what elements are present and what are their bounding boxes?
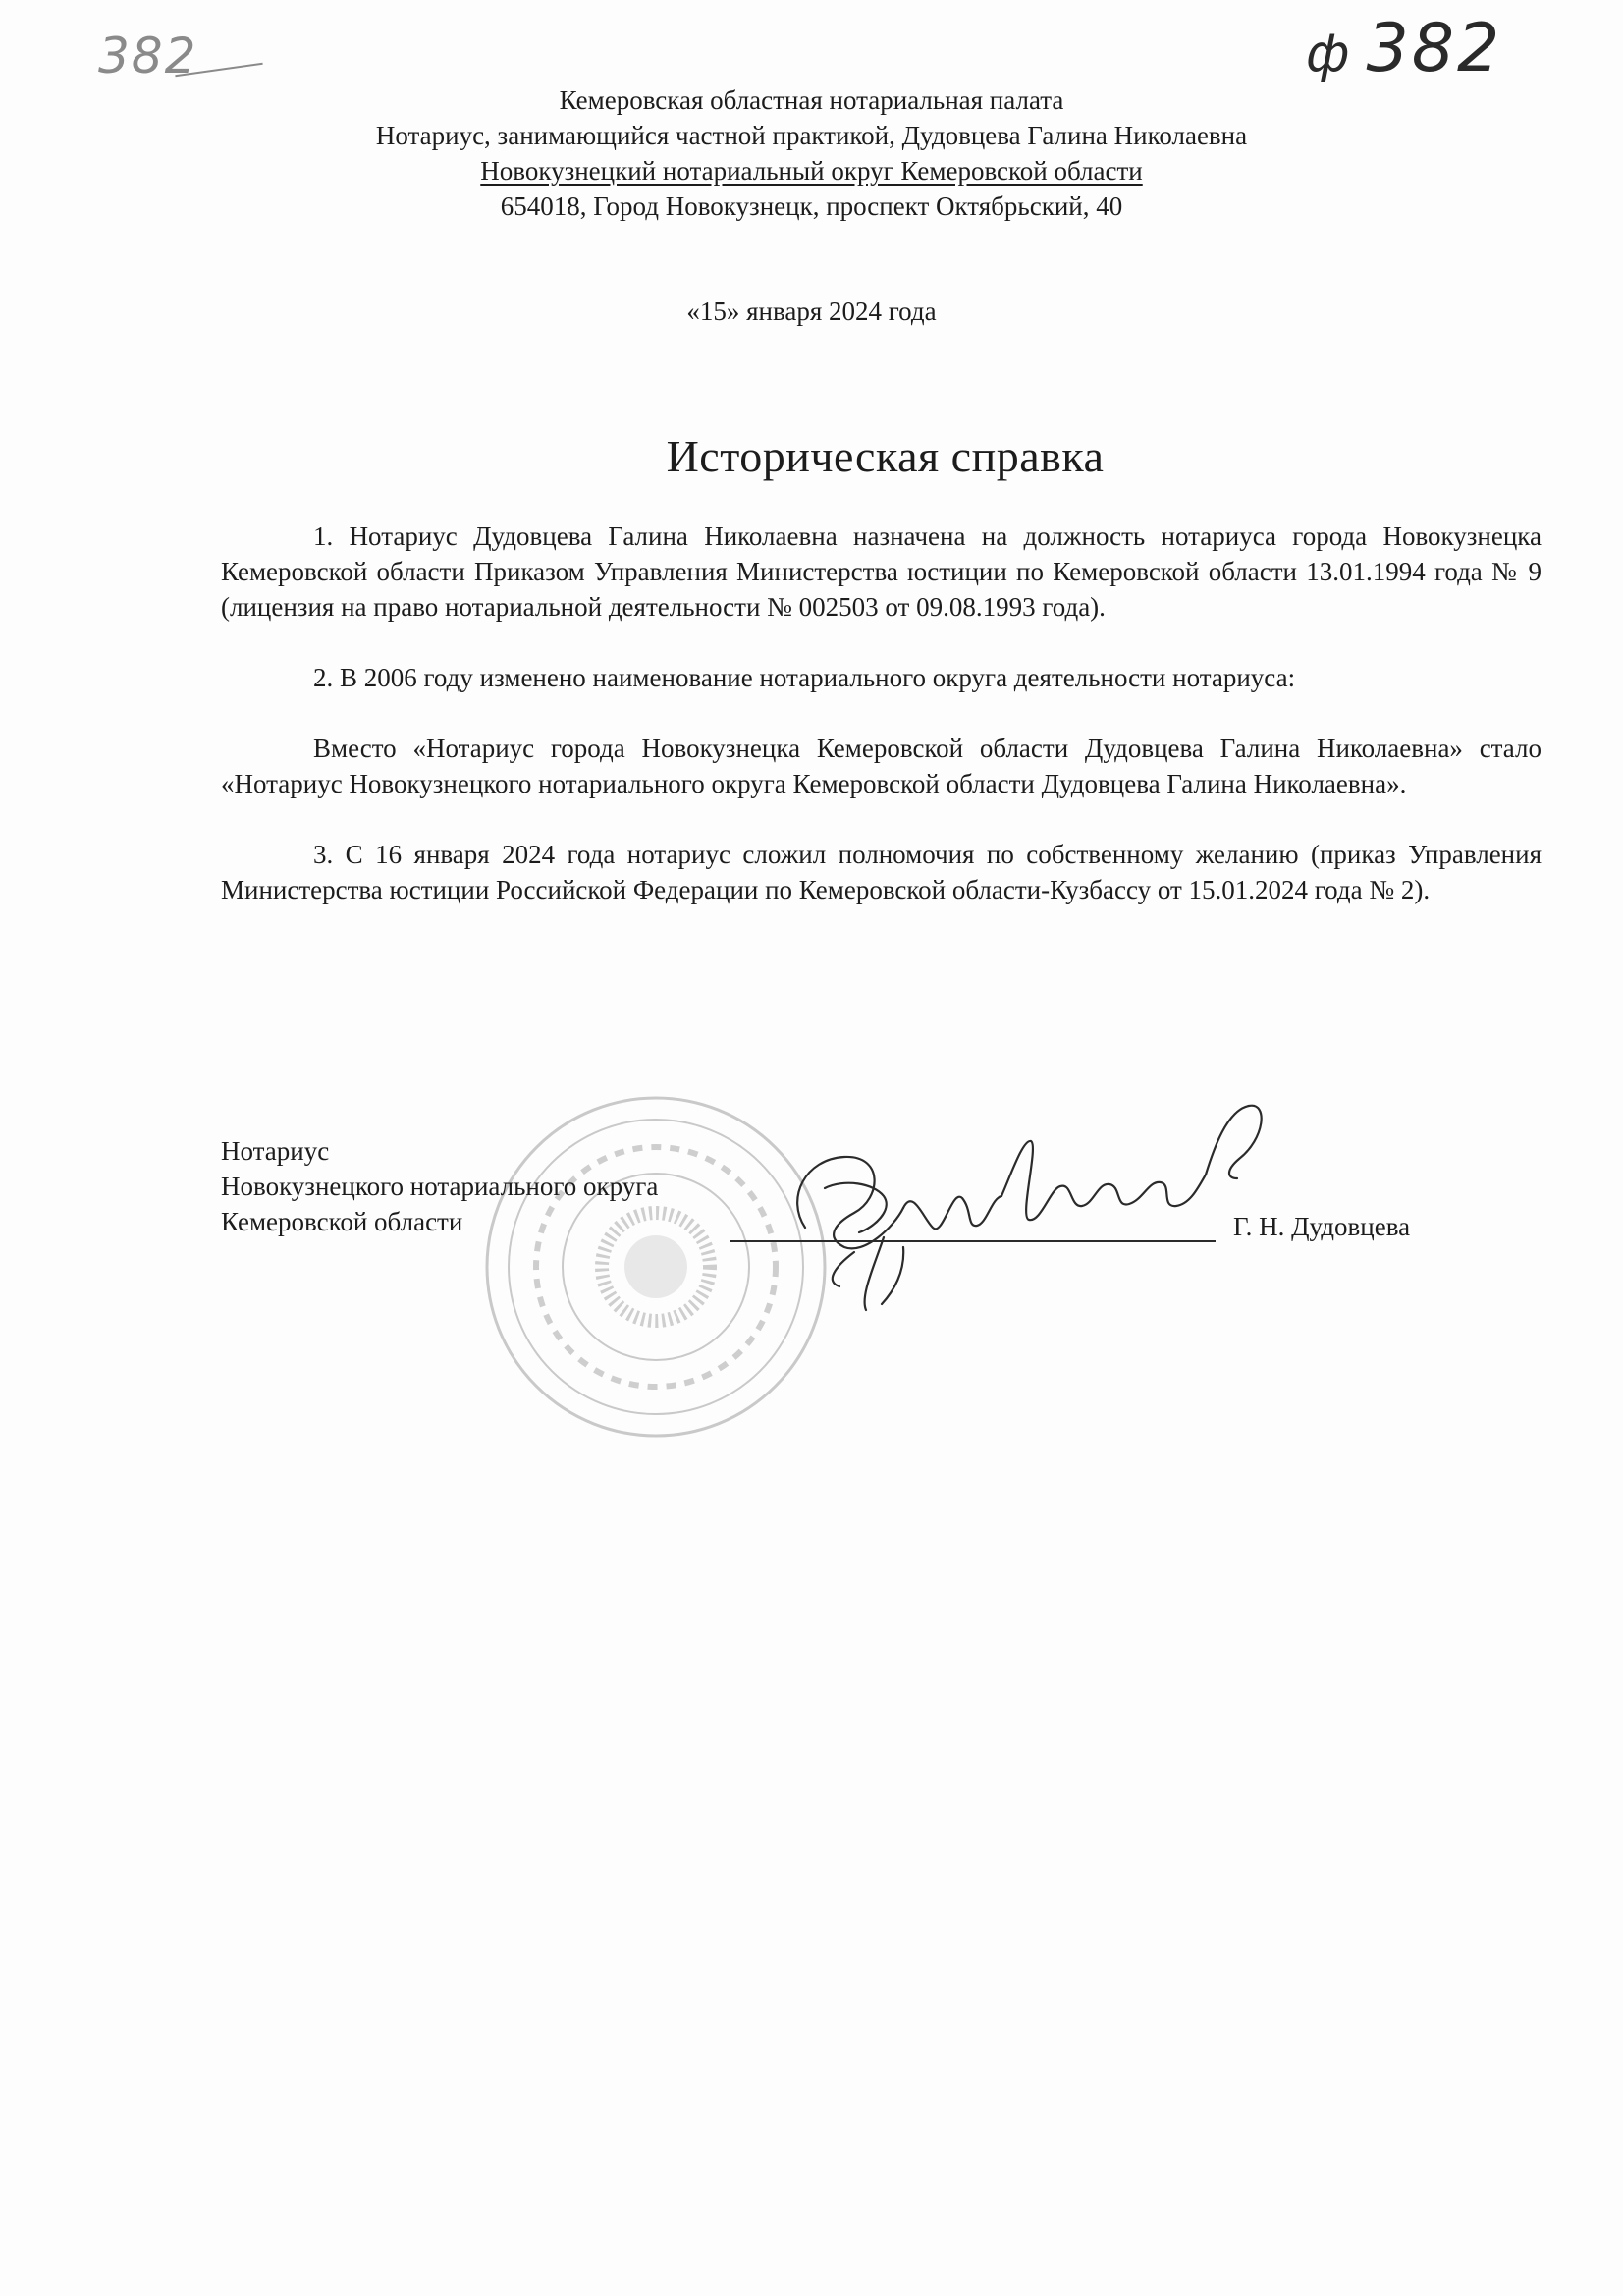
- signer-title-line2: Новокузнецкого нотариального округа: [221, 1172, 659, 1201]
- notarial-district: Новокузнецкий нотариальный округ Кемеровской области: [480, 156, 1143, 186]
- handwritten-number-left: 382: [98, 27, 198, 84]
- handwritten-signature: [766, 1080, 1276, 1316]
- paragraph-4: 3. С 16 января 2024 года нотариус сложил полномочия по собственному желанию (приказ Управления Министерства юстиции Российской Федерации по Кемеровской области-Кузбассу от 15.01.2024 года № 2).: [221, 840, 1542, 904]
- handwritten-prefix: ф: [1306, 25, 1353, 83]
- paragraph-3: Вместо «Нотариус города Новокузнецка Кемеровской области Дудовцева Галина Николаевна» стало «Нотариус Новокузнецкого нотариального округа Кемеровской области Дудовцева Галина Николаевна».: [221, 734, 1542, 798]
- document-date: «15» января 2024 года: [686, 297, 937, 326]
- paragraph-2: 2. В 2006 году изменено наименование нотариального округа деятельности нотариуса:: [313, 663, 1296, 692]
- address: 654018, Город Новокузнецк, проспект Октябрьский, 40: [500, 191, 1123, 221]
- notary-name: Нотариус, занимающийся частной практикой, Дудовцева Галина Николаевна: [375, 121, 1248, 150]
- signer-title-line1: Нотариус: [221, 1136, 330, 1166]
- document-body: [221, 519, 1542, 943]
- signature-block: [221, 1133, 658, 1239]
- chamber-name: Кемеровская областная нотариальная палата: [559, 85, 1064, 115]
- signer-name: Г. Н. Дудовцева: [1233, 1212, 1411, 1241]
- handwritten-number: 382: [1366, 10, 1503, 87]
- handwritten-number-right: [1306, 10, 1502, 87]
- signer-title-line3: Кемеровской области: [221, 1207, 463, 1236]
- signature-line: [730, 1240, 1216, 1242]
- paragraph-1: 1. Нотариус Дудовцева Галина Николаевна назначена на должность нотариуса города Новокузнецка Кемеровской области Приказом Управления Министерства юстиции по Кемеровской области 13.01.1994 года № 9 (лицензия на право нотариальной деятельности № 002503 от 09.08.1993 года).: [221, 521, 1542, 622]
- letterhead: [0, 82, 1623, 224]
- document-title: Историческая справка: [666, 431, 1105, 481]
